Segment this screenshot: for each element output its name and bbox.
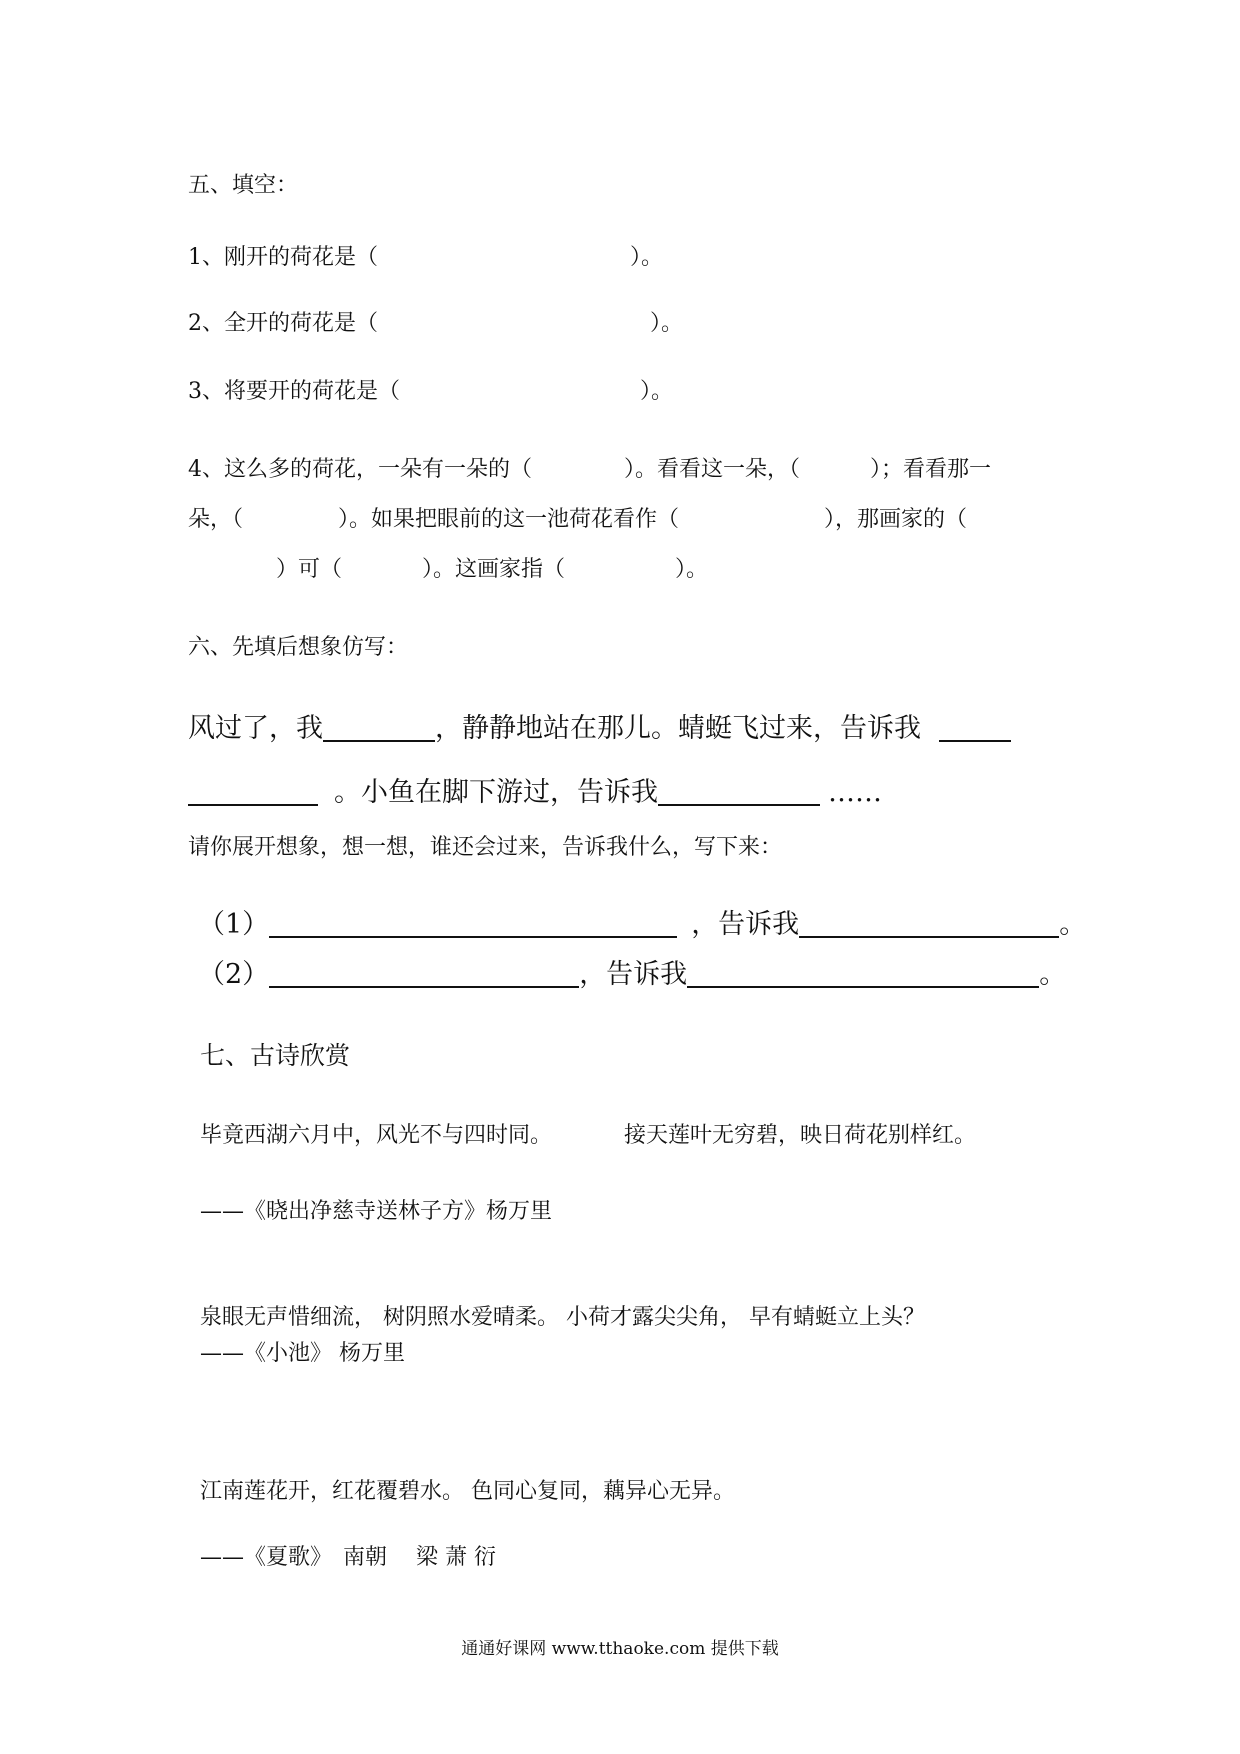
poem-1-couplet-2: 接天莲叶无穷碧，映日荷花别样红。 <box>624 1123 977 1148</box>
q4-part-h: ）。这画家指（ <box>422 557 566 582</box>
item-2-what-blank[interactable] <box>687 958 1039 988</box>
fill-question-1 <box>188 240 663 271</box>
imagine-item-1 <box>198 902 1086 941</box>
line2-blank-2[interactable] <box>658 776 820 806</box>
poem-2-source: ——《小池》 杨万里 <box>200 1341 405 1366</box>
imagine-item-2 <box>198 952 1066 991</box>
line1-blank-2[interactable] <box>939 712 1011 742</box>
item-1-what-blank[interactable] <box>799 908 1059 938</box>
q4-part-e: ）。如果把眼前的这一池荷花看作（ <box>338 507 680 532</box>
q3-prefix: 3、将要开的荷花是（ <box>188 379 400 404</box>
fill-question-4-line-1 <box>188 452 991 483</box>
imitation-line-1 <box>188 706 1011 745</box>
line2-text-a: 。小鱼在脚下游过，告诉我 <box>334 777 658 808</box>
q1-suffix: ）。 <box>630 245 664 270</box>
section-7-title: 七、古诗欣赏 <box>200 1041 351 1070</box>
q4-part-d: 朵，（ <box>188 507 244 532</box>
q4-part-c: ）；看看那一 <box>870 457 992 482</box>
q1-prefix: 1、刚开的荷花是（ <box>188 245 378 270</box>
fill-question-4-line-2 <box>188 502 967 533</box>
poem-2-line: 泉眼无声惜细流， 树阴照水爱晴柔。 小荷才露尖尖角， 早有蜻蜓立上头？ <box>200 1305 925 1330</box>
q4-part-b: ）。看看这一朵，（ <box>624 457 801 482</box>
q4-part-g: ）可（ <box>276 557 343 582</box>
page-footer: 通通好课网 www.tthaoke.com 提供下载 <box>461 1639 779 1659</box>
item-2-who-blank[interactable] <box>269 958 579 988</box>
poem-3-source: ——《夏歌》 南朝 梁 萧 衍 <box>200 1545 496 1570</box>
line2-ellipsis: …… <box>828 777 882 808</box>
line1-text-a: 风过了，我 <box>188 713 323 744</box>
line1-blank-1[interactable] <box>323 712 435 742</box>
imagination-prompt: 请你展开想象，想一想，谁还会过来，告诉我什么，写下来： <box>188 835 783 860</box>
item-2-tell: ，告诉我 <box>579 959 688 990</box>
item-1-tell: ，告诉我 <box>691 909 800 940</box>
imitation-line-2 <box>188 770 882 809</box>
fill-question-2 <box>188 306 683 337</box>
item-1-number: （1） <box>198 909 270 940</box>
q4-part-f: ），那画家的（ <box>824 507 968 532</box>
item-1-end: 。 <box>1059 909 1087 940</box>
q4-part-a: 4、这么多的荷花，一朵有一朵的（ <box>188 457 532 482</box>
q2-suffix: ）。 <box>650 311 684 336</box>
item-2-end: 。 <box>1039 959 1067 990</box>
section-5-title: 五、填空： <box>188 173 299 198</box>
q4-part-i: ）。 <box>675 557 709 582</box>
q2-prefix: 2、全开的荷花是（ <box>188 311 378 336</box>
section-6-title: 六、先填后想象仿写： <box>188 635 409 660</box>
q3-suffix: ）。 <box>640 379 674 404</box>
line1-text-b: ，静静地站在那儿。蜻蜓飞过来，告诉我 <box>435 713 921 744</box>
poem-1-source: ——《晓出净慈寺送林子方》杨万里 <box>200 1199 553 1224</box>
fill-question-3 <box>188 374 673 405</box>
poem-1-couplet-1: 毕竟西湖六月中，风光不与四时同。 <box>200 1123 553 1148</box>
poem-1-line <box>200 1118 976 1149</box>
item-1-who-blank[interactable] <box>269 908 677 938</box>
line2-blank-1[interactable] <box>188 776 318 806</box>
poem-3-line: 江南莲花开，红花覆碧水。 色同心复同，藕异心无异。 <box>200 1479 735 1504</box>
fill-question-4-line-3 <box>188 552 708 583</box>
item-2-number: （2） <box>198 959 270 990</box>
